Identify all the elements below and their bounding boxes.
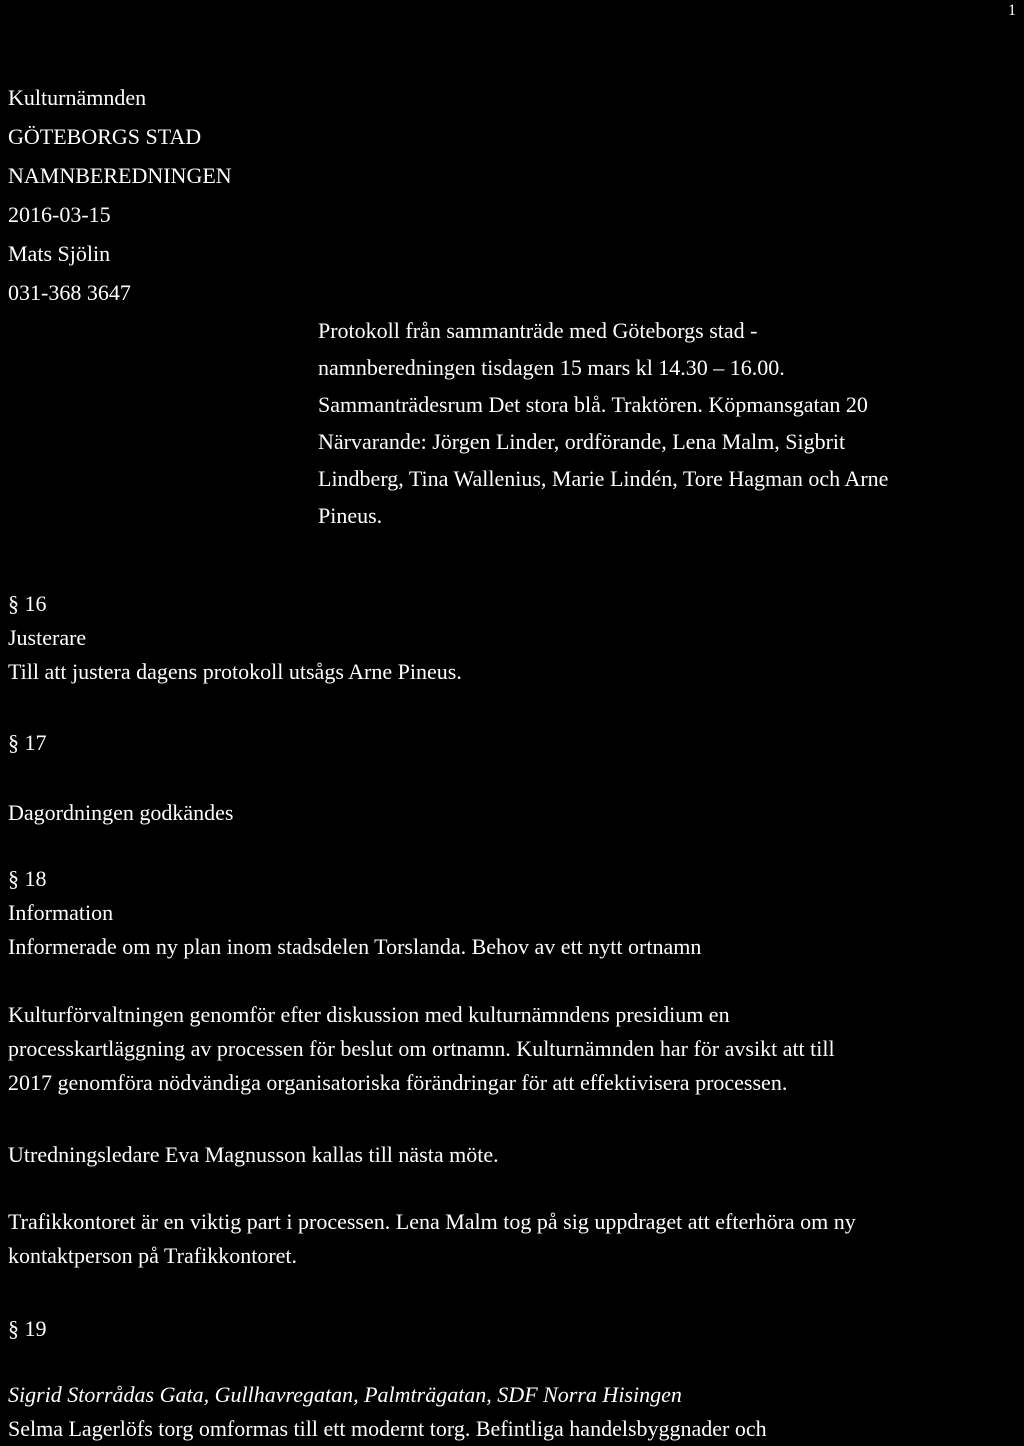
section-text: Till att justera dagens protokoll utsågs Arne Pineus. [8, 659, 462, 684]
section-19-text: Selma Lagerlöfs torg omformas till ett modernt torg. Befintliga handelsbyggnader och [8, 1416, 767, 1441]
paragraph-line: processkartläggning av processen för beslut om ortnamn. Kulturnämnden har för avsikt att till [8, 1036, 835, 1061]
intro-line: namnberedningen tisdagen 15 mars kl 14.30 – 16.00. [318, 355, 785, 380]
section-text: Informerade om ny plan inom stadsdelen Torslanda. Behov av ett nytt ortnamn [8, 934, 702, 959]
intro-line: Pineus. [318, 503, 383, 528]
page-number: 1 [1008, 2, 1016, 19]
section-18-paragraph-4 [8, 1205, 856, 1273]
contact-phone: 031-368 3647 [8, 280, 131, 305]
section-18-paragraph-2 [8, 998, 835, 1100]
paragraph-line: Trafikkontoret är en viktig part i processen. Lena Malm tog på sig uppdraget att efterhöra om ny [8, 1209, 856, 1234]
section-18-paragraph-3: Utredningsledare Eva Magnusson kallas till nästa möte. [8, 1142, 499, 1167]
section-number: § 18 [8, 866, 47, 891]
section-17-text: Dagordningen godkändes [8, 800, 234, 825]
contact-name: Mats Sjölin [8, 241, 111, 266]
org-unit: Kulturnämnden [8, 85, 147, 110]
section-heading: Justerare [8, 625, 87, 650]
section-17-number: § 17 [8, 730, 47, 755]
section-19-heading: Sigrid Storrådas Gata, Gullhavregatan, Palmträgatan, SDF Norra Hisingen [8, 1382, 682, 1407]
intro-line: Sammanträdesrum Det stora blå. Traktören. Köpmansgatan 20 [318, 392, 868, 417]
document-header [8, 78, 232, 312]
committee-name: NAMNBEREDNINGEN [8, 163, 232, 188]
meeting-intro [318, 312, 888, 534]
paragraph-line: 2017 genomföra nödvändiga organisatoriska förändringar för att effektivisera processen. [8, 1070, 788, 1095]
document-date: 2016-03-15 [8, 202, 111, 227]
paragraph-line: Kulturförvaltningen genomför efter diskussion med kulturnämndens presidium en [8, 1002, 730, 1027]
section-19-number: § 19 [8, 1316, 47, 1341]
intro-line: Närvarande: Jörgen Linder, ordförande, Lena Malm, Sigbrit [318, 429, 846, 454]
city-name: GÖTEBORGS STAD [8, 124, 202, 149]
intro-line: Lindberg, Tina Wallenius, Marie Lindén, Tore Hagman och Arne [318, 466, 889, 491]
section-number: § 16 [8, 591, 47, 616]
section-16 [8, 587, 462, 689]
intro-line: Protokoll från sammanträde med Göteborgs stad - [318, 318, 758, 343]
section-heading: Information [8, 900, 114, 925]
paragraph-line: kontaktperson på Trafikkontoret. [8, 1243, 298, 1268]
section-18 [8, 862, 701, 964]
